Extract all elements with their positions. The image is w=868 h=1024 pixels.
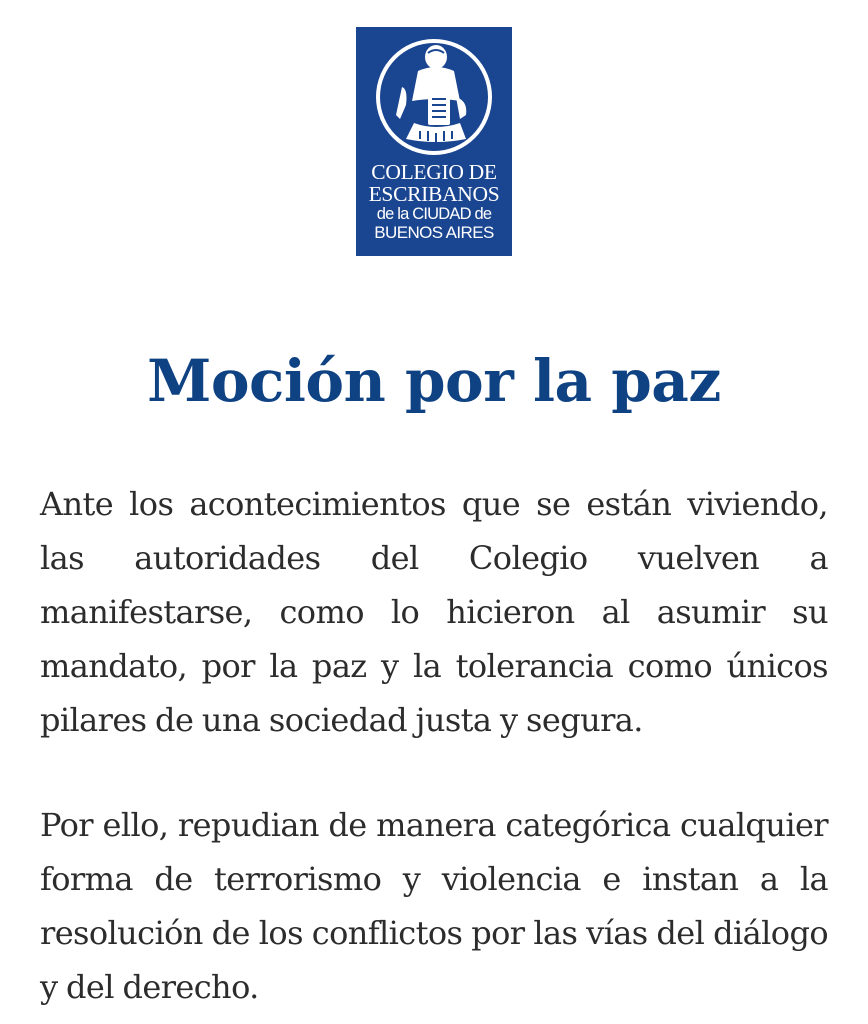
scribe-emblem-icon — [356, 27, 512, 162]
logo-line-4: BUENOS AIRES — [374, 222, 494, 242]
logo-line-2: ESCRIBANOS — [368, 181, 500, 206]
logo-wordmark — [356, 162, 512, 241]
body-paragraph-1: Ante los acontecimientos que se están viviendo, las autoridades del Colegio vuelven a manifestarse, como lo hicieron al asumir su mandato, por la paz y la tolerancia como únicos pilares de una sociedad justa y segura. — [40, 485, 828, 739]
page-title: Moción por la paz — [147, 347, 721, 415]
college-logo — [356, 27, 512, 256]
logo-line-1: COLEGIO DE — [371, 160, 497, 184]
body-paragraph-2: Por ello, repudian de manera categórica cualquier forma de terrorismo y violencia e instan a la resolución de los conflictos por las vías del diálogo y del derecho. — [40, 806, 828, 1006]
logo-line-3: de la CIUDAD de — [376, 205, 492, 223]
